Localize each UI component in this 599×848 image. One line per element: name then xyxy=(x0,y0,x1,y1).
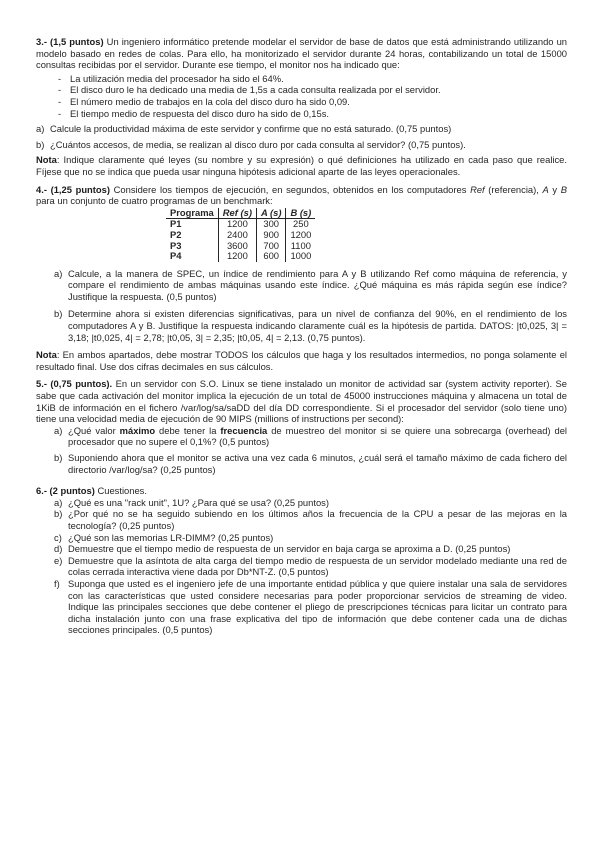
table-cell: 1100 xyxy=(286,241,315,252)
note-label: Nota xyxy=(36,154,57,166)
question-4-item-a xyxy=(54,268,567,303)
item-label: b) xyxy=(54,308,63,320)
item-label: f) xyxy=(54,577,60,589)
question-3-item-b xyxy=(36,139,567,151)
list-item: - El disco duro le ha dedicado una media de 1,5s a cada consulta realizada por el servidor. xyxy=(58,84,567,96)
item-text: Suponga que usted es el ingeniero jefe de una importante entidad pública y que quiere instalar una sala de servidores con las características que usted considere necesarias para poder proporcionar servicios de streaming de video. Indique las principales secciones que debe contener el pliego de prescripciones técnicas para licitar un contrato para dicha instalación junto con una frase explicativa del tipo de información que debe contener cada una de dichas secciones principales. (0,5 puntos) xyxy=(68,577,567,636)
table-row xyxy=(166,230,315,241)
table-cell: P2 xyxy=(170,228,182,240)
item-text-part: de muestreo del monitor si se quiere una sobrecarga (overhead) del procesador que no supere el 0,1%? (0,5 puntos) xyxy=(68,424,567,448)
question-6-item-c xyxy=(54,532,567,544)
item-text: Demuestre que la asíntota de alta carga del tiempo medio de respuesta de un servidor modelado mediante una red de colas cerrada interactiva viene dada por Db*NT-Z. (0,5 puntos) xyxy=(68,554,567,578)
question-4-intro xyxy=(36,184,567,207)
item-label: e) xyxy=(54,554,63,566)
column-header: Ref (s) xyxy=(218,208,256,219)
note-label: Nota xyxy=(36,349,57,361)
item-text: Determine ahora si existen diferencias significativas, para un nivel de confianza del 90%, en el rendimiento de los computadores A y B. Justifique la respuesta indicando claramente cuál es la hipótesis de partida. DATOS: |t0,025, 3| = 3,18; |t0,025, 4| = 2,78; |t0,05, 3| = 2,35; |t0,05, 4| = 2,13. (0,75 puntos). xyxy=(68,308,567,343)
table-header-row xyxy=(166,208,315,219)
question-5-intro xyxy=(36,378,567,424)
table-cell: 900 xyxy=(256,230,285,241)
item-text: Calcule, a la manera de SPEC, un índice de rendimiento para A y B utilizando Ref como máquina de referencia, y compare el rendimiento de ambas máquinas usando este índice. ¿Qué máquina es más rápida según ese índice? Justifique la respuesta. (0,5 puntos) xyxy=(68,267,567,302)
benchmark-table xyxy=(166,208,315,262)
question-6-title: 6.- (2 puntos) xyxy=(36,485,95,497)
table-cell: 3600 xyxy=(218,241,256,252)
question-3-text: Un ingeniero informático pretende modelar el servidor de base de datos que está administrando utilizando un modelo basado en redes de colas. Para ello, ha monitorizado el servidor durante 24 horas, contabilizando un total de 15000 consultas recibidas por el servidor. Durante ese tiempo, el monitor nos ha indicado que: xyxy=(36,36,568,71)
table-cell: 600 xyxy=(256,251,285,262)
question-4-note xyxy=(36,349,567,372)
item-label: a) xyxy=(54,267,63,279)
note-text: : Indique claramente qué leyes (su nombre y su expresión) o qué definiciones ha utilizado en cada paso que realice. Fíjese que no se indica que pueda usar ninguna hipótesis adicional aparte de las leyes operacionales. xyxy=(36,154,567,177)
table-cell: P4 xyxy=(170,250,182,262)
intro-text: (referencia), xyxy=(484,183,543,195)
table-row xyxy=(166,251,315,262)
item-label: a) xyxy=(54,424,63,436)
item-text: ¿Qué es una "rack unit", 1U? ¿Para qué se usa? (0,25 puntos) xyxy=(68,496,329,508)
item-label: c) xyxy=(54,531,62,543)
question-6-item-f xyxy=(54,578,567,636)
emphasis: máximo xyxy=(119,424,156,436)
table-cell: 1200 xyxy=(218,251,256,262)
emphasis: frecuencia xyxy=(220,424,268,436)
question-6-item-b xyxy=(54,508,567,531)
list-item: - El número medio de trabajos en la cola del disco duro ha sido 0,09. xyxy=(58,96,567,108)
ref-label: Ref xyxy=(470,183,485,195)
table-cell: P1 xyxy=(170,218,182,230)
intro-text: para un conjunto de cuatro programas de un benchmark: xyxy=(36,195,273,207)
item-text xyxy=(68,425,567,448)
question-4-title: 4.- (1,25 puntos) xyxy=(36,183,110,195)
table-cell: 250 xyxy=(286,219,315,230)
item-text: ¿Por qué no se ha seguido subiendo en los últimos años la frecuencia de la CPU a pesar de las mejoras en la tecnología? (0,25 puntos) xyxy=(68,508,567,531)
question-5-item-a xyxy=(54,425,567,448)
question-5-title: 5.- (0,75 puntos). xyxy=(36,378,113,390)
question-5 xyxy=(36,378,567,475)
item-text: ¿Qué son las memorias LR-DIMM? (0,25 puntos) xyxy=(68,531,274,543)
question-6-item-d xyxy=(54,543,567,555)
column-header: A (s) xyxy=(256,208,285,219)
item-label: b) xyxy=(54,508,63,520)
item-text-part: ¿Qué valor xyxy=(68,424,120,436)
question-6-item-e xyxy=(54,555,567,578)
table-cell: P3 xyxy=(170,239,182,251)
note-text: : En ambos apartados, debe mostrar TODOS los cálculos que haga y los resultados intermedios, no ponga solamente el resultado final. Use dos cifras decimales en sus cálculos. xyxy=(36,349,567,372)
column-header: Programa xyxy=(166,208,218,219)
question-6-text: Cuestiones. xyxy=(97,485,147,497)
question-3-bullets xyxy=(36,73,567,119)
list-item: - El tiempo medio de respuesta del disco duro ha sido de 0,15s. xyxy=(58,108,567,120)
intro-text: y xyxy=(548,183,561,195)
item-text: Suponiendo ahora que el monitor se activa una vez cada 6 minutos, ¿cuál será el tamaño máximo de cada fichero del directorio /var/log/sa? (0,25 puntos) xyxy=(68,452,567,475)
table-cell: 1200 xyxy=(218,219,256,230)
question-5-text: En un servidor con S.O. Linux se tiene instalado un monitor de actividad sar (system activity reporter). Se sabe que cada activación del monitor implica la ejecución de un total de 45000 instrucciones máquina y almacena un total de 1KiB de información en el fichero /var/log/sa/saDD del día DD correspondiente. Si el procesador del servidor (solo tiene uno) tiene una velocidad media de ejecución de 90 MIPS (millions of instructions per second): xyxy=(36,378,568,425)
question-6-intro xyxy=(36,485,567,497)
table-cell: 1200 xyxy=(286,230,315,241)
item-text: ¿Cuántos accesos, de media, se realizan al disco duro por cada consulta al servidor? (0,75 puntos). xyxy=(50,138,466,150)
item-text: Calcule la productividad máxima de este servidor y confirme que no está saturado. (0,75 puntos) xyxy=(50,123,452,135)
item-text: Demuestre que el tiempo medio de respuesta de un servidor en baja carga se aproxima a D. (0,25 puntos) xyxy=(68,543,511,555)
a-label: A xyxy=(542,183,549,195)
column-header: B (s) xyxy=(286,208,315,219)
item-label: b) xyxy=(54,452,63,463)
table-cell: 300 xyxy=(256,219,285,230)
table-cell: 700 xyxy=(256,241,285,252)
question-6-item-a xyxy=(54,497,567,509)
item-label: d) xyxy=(54,543,63,555)
b-label: B xyxy=(560,183,567,195)
question-4 xyxy=(36,184,567,373)
table-cell: 2400 xyxy=(218,230,256,241)
item-label: a) xyxy=(54,496,63,508)
question-6 xyxy=(36,485,567,636)
question-3-intro xyxy=(36,36,567,71)
item-label: a) xyxy=(36,123,45,135)
question-3-title: 3.- (1,5 puntos) xyxy=(36,36,104,47)
list-item: - La utilización media del procesador ha sido el 64%. xyxy=(58,73,567,85)
question-3-note xyxy=(36,154,567,177)
question-3 xyxy=(36,36,567,178)
intro-text: Considere los tiempos de ejecución, en segundos, obtenidos en los computadores xyxy=(113,183,471,195)
question-5-item-b xyxy=(54,452,567,475)
item-label: b) xyxy=(36,138,45,150)
table-cell: 1000 xyxy=(286,251,315,262)
item-text-part: debe tener la xyxy=(155,424,221,436)
question-4-item-b xyxy=(54,308,567,343)
question-3-item-a xyxy=(36,123,567,135)
